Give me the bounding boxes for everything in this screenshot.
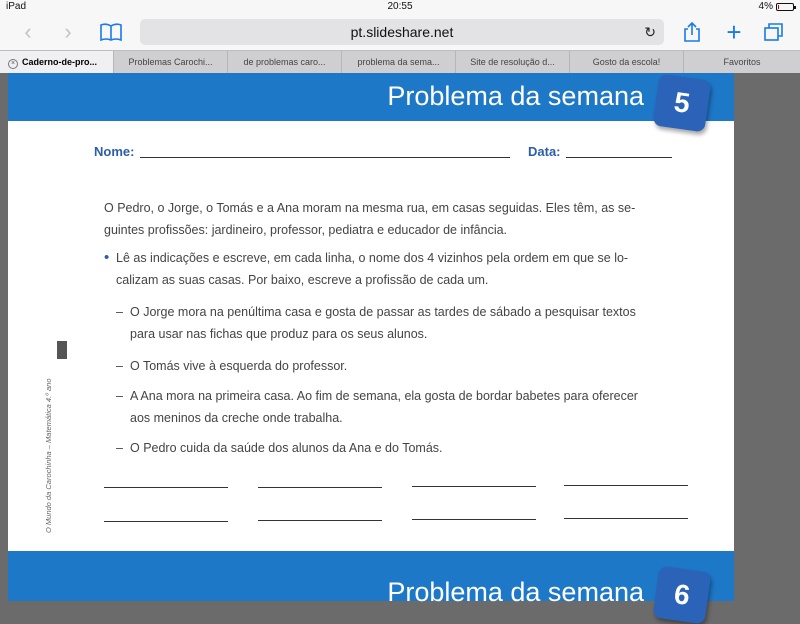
tab-problema-semana[interactable]: problema da sema... (342, 51, 456, 73)
book-icon (99, 22, 123, 42)
data-line (566, 157, 672, 158)
clock: 20:55 (387, 1, 413, 12)
nome-line (140, 157, 510, 158)
tab-caderno[interactable]: × Caderno-de-pro... (0, 51, 114, 73)
reload-icon[interactable]: ↻ (644, 24, 656, 40)
side-mark (57, 341, 67, 359)
worksheet-banner (8, 73, 734, 121)
tabs-icon (763, 22, 785, 42)
device-label: iPad (6, 1, 27, 12)
share-icon (683, 21, 701, 43)
data-label: Data: (528, 144, 561, 159)
next-worksheet-banner (8, 551, 734, 607)
intro-line-2: guintes profissões: jardineiro, professor, pediatra e educador de infância. (104, 223, 508, 237)
browser-toolbar (0, 14, 800, 50)
tab-strip (0, 50, 800, 73)
share-button[interactable] (678, 18, 706, 46)
tab-gosto-escola[interactable]: Gosto da escola! (570, 51, 684, 73)
address-bar[interactable] (140, 19, 664, 45)
battery-icon (776, 3, 794, 11)
document-page (8, 73, 734, 611)
answer-job-line-3 (412, 519, 536, 520)
clue-1-line-2: para usar nas fichas que produz para os seus alunos. (130, 327, 428, 341)
bookmarks-button[interactable] (94, 18, 128, 46)
battery-status (759, 1, 794, 12)
clue-4-line-1: – O Pedro cuida da saúde dos alunos da Ana e do Tomás. (116, 437, 694, 459)
battery-percent: 4% (758, 1, 773, 12)
next-worksheet-title: Problema da semana (387, 577, 644, 607)
tab-favoritos[interactable]: Favoritos (723, 57, 761, 67)
answer-job-line-1 (104, 521, 228, 522)
instruction-line-1: • Lê as indicações e escreve, em cada linha, o nome dos 4 vizinhos pela ordem em que se lo- (104, 247, 694, 269)
answer-job-line-2 (258, 520, 382, 521)
worksheet-title: Problema da semana (387, 81, 644, 111)
forward-button[interactable]: › (64, 19, 72, 44)
next-problem-number-badge: 6 (653, 566, 712, 624)
side-caption: O Mundo da Carochinha – Matemática 4.º ano (44, 378, 53, 533)
tab-site-resolucao[interactable]: Site de resolução d... (456, 51, 570, 73)
clue-3-line-1: – A Ana mora na primeira casa. Ao fim de semana, ela gosta de bordar babetes para oferecer (116, 385, 694, 407)
intro-line-1: O Pedro, o Jorge, o Tomás e a Ana moram na mesma rua, em casas seguidas. Eles têm, as se- (104, 201, 636, 215)
back-button[interactable]: ‹ (24, 19, 32, 44)
answer-name-line-1 (104, 487, 228, 488)
problem-number-badge: 5 (653, 74, 712, 133)
close-tab-icon[interactable]: × (8, 59, 18, 69)
new-tab-button[interactable]: + (726, 16, 742, 47)
status-bar (0, 0, 800, 14)
clue-2-line-1: – O Tomás vive à esquerda do professor. (116, 355, 694, 377)
answer-name-line-2 (258, 487, 382, 488)
answer-name-line-3 (412, 486, 536, 487)
tab-de-problemas[interactable]: de problemas caro... (228, 51, 342, 73)
nome-label: Nome: (94, 144, 135, 159)
answer-job-line-4 (564, 518, 688, 519)
tabs-overview-button[interactable] (760, 18, 788, 46)
url-text: pt.slideshare.net (350, 24, 454, 40)
instruction-line-2: calizam as suas casas. Por baixo, escreve a profissão de cada um. (116, 273, 489, 287)
answer-name-line-4 (564, 485, 688, 486)
tab-problemas-carochi[interactable]: Problemas Carochi... (114, 51, 228, 73)
clue-1-line-1: – O Jorge mora na penúltima casa e gosta de passar as tardes de sábado a pesquisar textos (116, 301, 694, 323)
clue-3-line-2: aos meninos da creche onde trabalha. (130, 411, 343, 425)
